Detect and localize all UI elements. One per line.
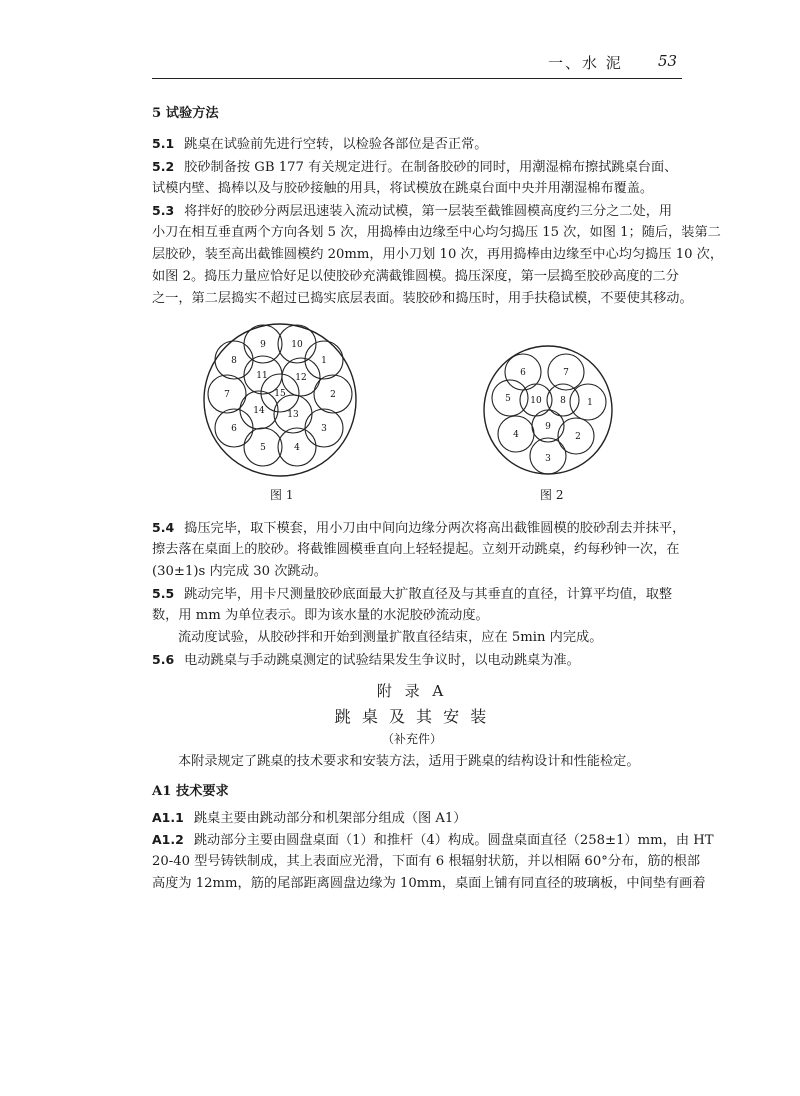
para-5-3-line4: 如图 2。捣压力量应恰好足以使胶砂充满截锥圆模。捣压深度，第一层捣至胶砂高度的二分 [152, 269, 679, 284]
para-number: 5.1 [152, 136, 175, 151]
para-5-3-line2: 小刀在相互垂直两个方向各划 5 次，用捣棒由边缘至中心均匀捣压 15 次，如图 1；随后，装第二 [152, 225, 721, 240]
para-number: 5.2 [152, 159, 175, 174]
para-5-6: 5.6 电动跳桌与手动跳桌测定的试验结果发生争议时，以电动跳桌为准。 [152, 652, 580, 668]
para-5-4-line3: (30±1)s 内完成 30 次跳动。 [152, 564, 327, 579]
label: 4 [513, 430, 519, 440]
label: 15 [274, 389, 286, 399]
label: 4 [294, 443, 300, 453]
running-header-chapter: 一、水 泥 [548, 54, 623, 72]
label: 5 [260, 443, 266, 453]
label: 7 [224, 390, 230, 400]
appendix-intro: 本附录规定了跳桌的技术要求和安装方法，适用于跳桌的结构设计和性能检定。 [178, 754, 640, 769]
para-number: 5.5 [152, 586, 175, 601]
para-5-5-line1: 5.5 跳动完毕，用卡尺测量胶砂底面最大扩散直径及与其垂直的直径，计算平均值，取整 [152, 586, 673, 602]
label: 2 [330, 390, 336, 400]
label: 6 [231, 424, 237, 434]
para-5-1: 5.1 跳桌在试验前先进行空转，以检验各部位是否正常。 [152, 136, 488, 152]
para-number: A1.2 [152, 832, 184, 847]
label: 10 [291, 340, 303, 350]
label: 8 [560, 396, 566, 406]
figure-1-tamping-pattern [200, 320, 360, 480]
section-title: 5 试验方法 [152, 106, 219, 121]
para-a1-2-line2: 20-40 型号铸铁制成，其上表面应光滑，下面有 6 根辐射状筋，并以相隔 60°分布，筋的根部 [152, 854, 701, 869]
page-number: 53 [658, 52, 678, 70]
figure-2-tamping-pattern [478, 340, 618, 480]
para-a1-2-line3: 高度为 12mm，筋的尾部距离圆盘边缘为 10mm，桌面上铺有同直径的玻璃板，中间垫有画着 [152, 876, 706, 891]
appendix-subtitle: 跳 桌 及 其 安 装 [334, 707, 490, 726]
label: 9 [545, 422, 551, 432]
para-a1-1: A1.1 跳桌主要由跳动部分和机架部分组成（图 A1） [152, 810, 467, 826]
para-5-3-line5: 之一，第二层捣实不超过已捣实底层表面。装胶砂和捣压时，用手扶稳试模，不要使其移动。 [152, 291, 693, 306]
label: 6 [520, 368, 526, 378]
header-rule [152, 78, 682, 79]
para-5-3-line3: 层胶砂，装至高出截锥圆模约 20mm，用小刀划 10 次，再用捣棒由边缘至中心均匀捣压 10 次， [152, 247, 724, 262]
label: 7 [563, 368, 569, 378]
label: 1 [587, 398, 593, 408]
a1-heading: A1 技术要求 [152, 784, 229, 799]
label: 10 [530, 396, 542, 406]
label: 14 [253, 406, 265, 416]
figure-1-caption: 图 1 [270, 488, 294, 502]
label: 1 [321, 356, 327, 366]
label: 3 [321, 424, 327, 434]
para-5-4-line1: 5.4 捣压完毕，取下模套，用小刀由中间向边缘分两次将高出截锥圆模的胶砂刮去并抹平， [152, 520, 686, 536]
para-a1-2-line1: A1.2 跳动部分主要由圆盘桌面（1）和推杆（4）构成。圆盘桌面直径（258±1）mm，由 HT [152, 832, 714, 848]
para-5-2-line1: 5.2 胶砂制备按 GB 177 有关规定进行。在制备胶砂的同时，用潮湿棉布擦拭跳桌台面、 [152, 159, 678, 175]
figure-2-caption: 图 2 [540, 488, 564, 502]
para-5-5-line3: 流动度试验，从胶砂拌和开始到测量扩散直径结束，应在 5min 内完成。 [178, 630, 603, 645]
label: 13 [287, 410, 299, 420]
para-5-3-line1: 5.3 将拌好的胶砂分两层迅速装入流动试模，第一层装至截锥圆模高度约三分之二处，用 [152, 203, 673, 219]
label: 2 [575, 432, 581, 442]
appendix-title: 附 录 A [376, 682, 448, 700]
para-number: 5.4 [152, 520, 175, 535]
appendix-note: （补充件） [381, 732, 442, 746]
label: 12 [295, 373, 307, 383]
para-5-2-line2: 试模内壁、捣棒以及与胶砂接触的用具，将试模放在跳桌台面中央并用潮湿棉布覆盖。 [152, 181, 654, 196]
label: 11 [256, 371, 268, 381]
label: 5 [505, 394, 511, 404]
para-5-5-line2: 数，用 mm 为单位表示。即为该水量的水泥胶砂流动度。 [152, 608, 489, 623]
label: 3 [545, 454, 551, 464]
label: 8 [231, 356, 237, 366]
label: 9 [260, 340, 266, 350]
para-5-4-line2: 擦去落在桌面上的胶砂。将截锥圆模垂直向上轻轻提起。立刻开动跳桌，约每秒钟一次，在 [152, 542, 680, 557]
para-number: A1.1 [152, 810, 184, 825]
para-number: 5.3 [152, 203, 175, 218]
para-number: 5.6 [152, 652, 175, 667]
